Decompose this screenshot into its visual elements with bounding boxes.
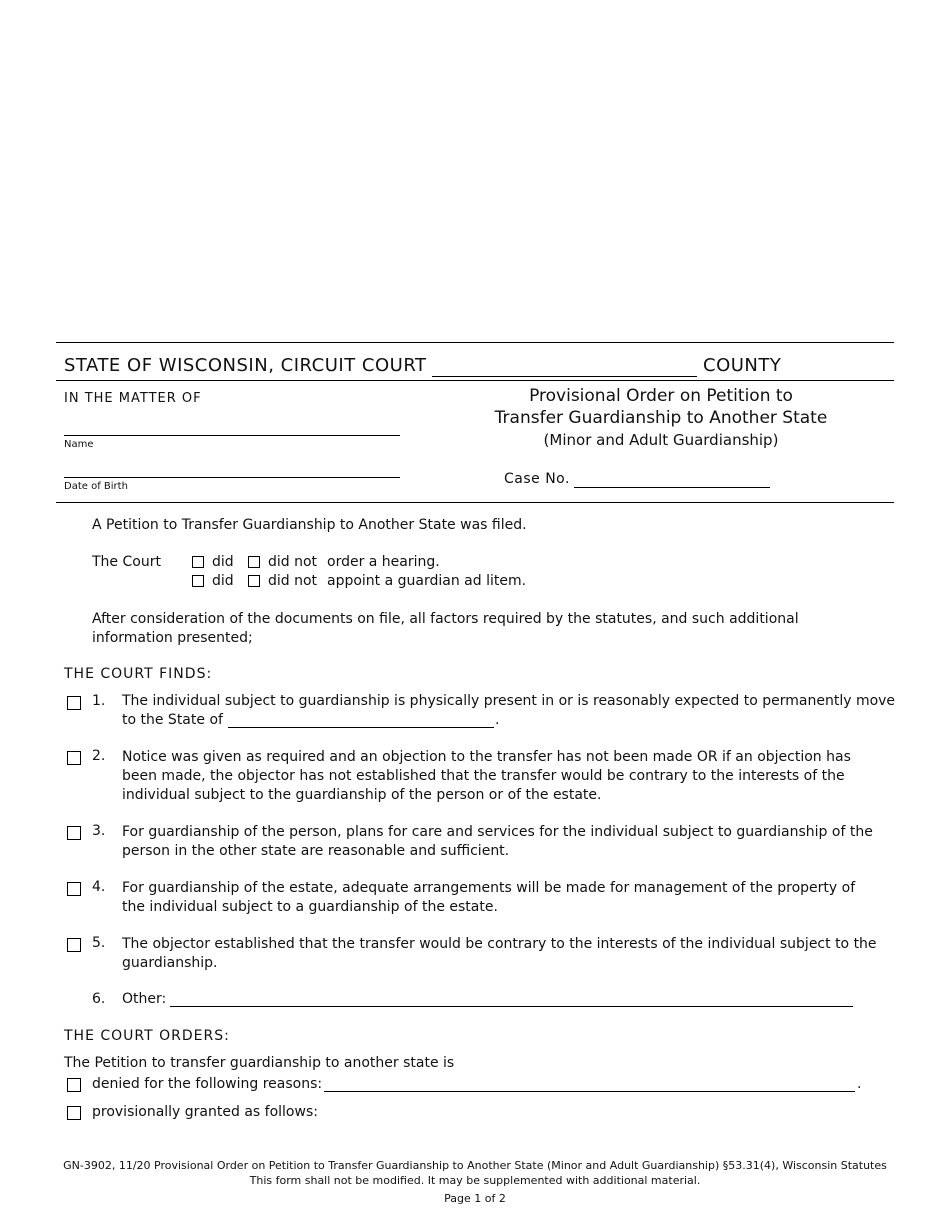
finding-5-checkbox[interactable] [67,938,81,952]
top-rule [56,342,894,343]
gal-did-not-checkbox[interactable] [248,575,260,587]
name-field[interactable] [64,435,400,436]
finding-4-number: 4. [92,879,106,895]
court-line: STATE OF WISCONSIN, CIRCUIT COURT [64,355,427,376]
denied-checkbox[interactable] [67,1078,81,1092]
case-no-label: Case No. [504,471,570,487]
hearing-did-not-label: did not [268,554,318,570]
finding-2-text: Notice was given as required and an objection to the transfer has not been made OR if an objection has been made, the objector has not established that the transfer would be contrary to the interests of the individual subject to the guardianship of the person or of the estate. [122,749,851,803]
gal-did-not-label: did not [268,573,318,589]
gal-did-checkbox[interactable] [192,575,204,587]
dob-label: Date of Birth [64,481,128,492]
granted-checkbox[interactable] [67,1106,81,1120]
finding-1-state-label: to the State of [122,712,223,728]
finding-1-number: 1. [92,693,106,709]
in-the-matter-label: IN THE MATTER OF [64,391,202,406]
county-field[interactable] [432,376,697,377]
dob-field[interactable] [64,477,400,478]
gal-did-label: did [212,573,234,589]
petition-filed-text: A Petition to Transfer Guardianship to Another State was filed. [92,517,527,533]
county-label: COUNTY [703,355,782,376]
hearing-did-checkbox[interactable] [192,556,204,568]
hearing-did-not-checkbox[interactable] [248,556,260,568]
finding-3-checkbox[interactable] [67,826,81,840]
orders-intro-text: The Petition to transfer guardianship to another state is [64,1055,455,1071]
name-label: Name [64,439,94,450]
finding-1-text: The individual subject to guardianship is physically present in or is reasonably expected to permanently move [122,693,896,709]
finding-4-checkbox[interactable] [67,882,81,896]
footer-form-id: GN-3902, 11/20 Provisional Order on Petition to Transfer Guardianship to Another State (Minor and Adult Guardianship) §53.31(4), Wisconsin Statutes [63,1159,887,1172]
consideration-text: After consideration of the documents on file, all factors required by the statutes, and such additional information presented; [92,611,799,646]
finding-4-text: For guardianship of the estate, adequate arrangements will be made for management of the property of the individual subject to a guardianship of the estate. [122,880,856,915]
hearing-did-label: did [212,554,234,570]
denied-period: . [857,1076,862,1092]
page-number: Page 1 of 2 [444,1192,506,1205]
header-bottom-rule [56,502,894,503]
court-finds-heading: THE COURT FINDS: [64,666,213,682]
denied-reasons-field[interactable] [324,1091,855,1092]
granted-label: provisionally granted as follows: [92,1104,318,1120]
case-no-field[interactable] [574,487,770,488]
the-court-label: The Court [92,554,161,570]
finding-6-other-field[interactable] [170,1006,853,1007]
finding-1-period: . [495,712,500,728]
hearing-text: order a hearing. [327,554,440,570]
form-title-line2: Transfer Guardianship to Another State [494,408,828,428]
footer-notice: This form shall not be modified. It may be supplemented with additional material. [249,1174,701,1187]
finding-1-checkbox[interactable] [67,696,81,710]
court-orders-heading: THE COURT ORDERS: [64,1028,230,1044]
gal-text: appoint a guardian ad litem. [327,573,527,589]
finding-1-state-field[interactable] [228,727,494,728]
header-rule [56,380,894,381]
finding-6-number: 6. [92,991,106,1007]
form-title-line1: Provisional Order on Petition to [529,386,793,406]
finding-3-text: For guardianship of the person, plans for care and services for the individual subject to guardianship of the person in the other state are reasonable and sufficient. [122,824,873,859]
finding-6-other-label: Other: [122,991,167,1007]
form-title-line3: (Minor and Adult Guardianship) [543,431,779,449]
denied-label: denied for the following reasons: [92,1076,323,1092]
finding-5-text: The objector established that the transfer would be contrary to the interests of the individual subject to the guardianship. [122,936,877,971]
finding-2-checkbox[interactable] [67,751,81,765]
finding-3-number: 3. [92,823,106,839]
finding-2-number: 2. [92,748,106,764]
finding-5-number: 5. [92,935,106,951]
